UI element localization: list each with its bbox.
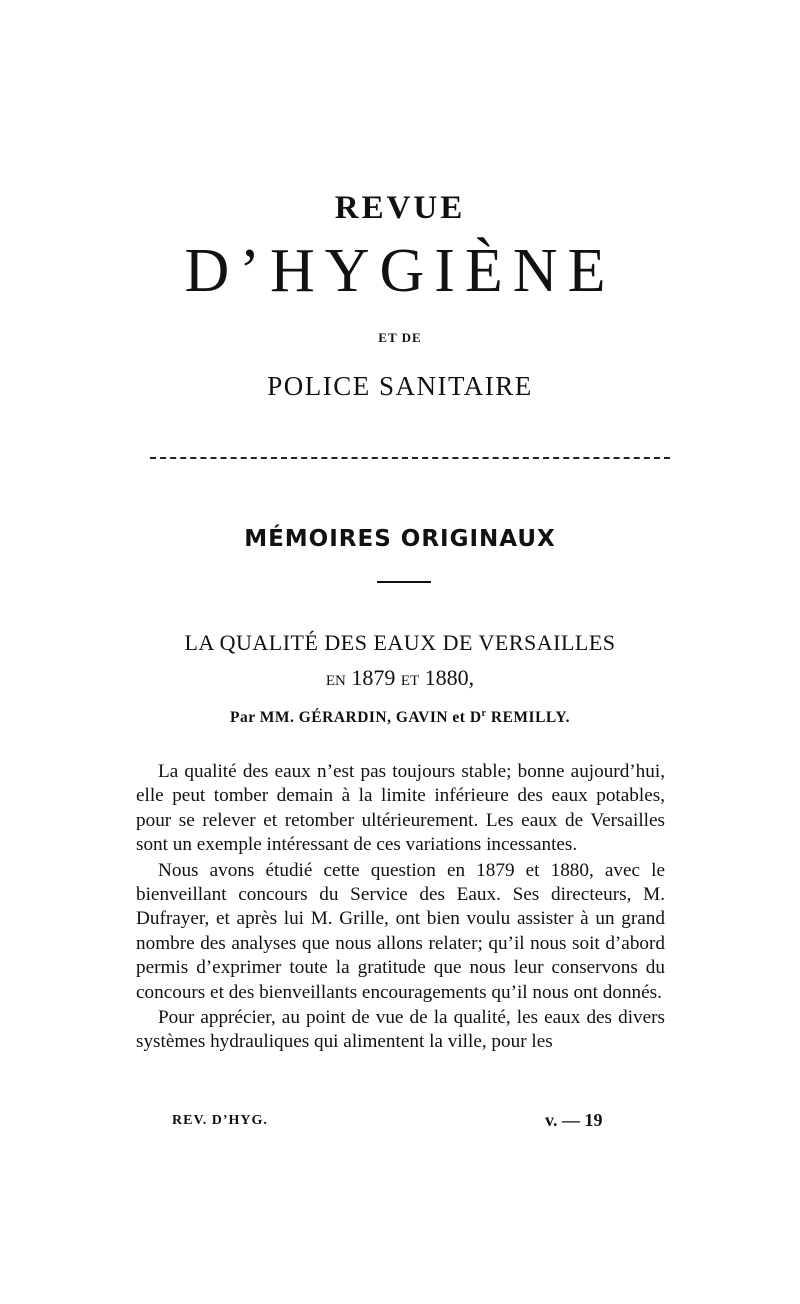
article-body <box>136 760 665 1055</box>
paragraph: La qualité des eaux n’est pas toujours stable; bonne aujourd’hui, elle peut tomber demain à la limite inférieure des eaux potables, pour se relever et retomber ultérieurement. Les eaux de Versailles sont un exemple intéressant de ces variations incessantes. <box>136 761 665 856</box>
footer-journal-abbrev: REV. D’HYG. <box>172 1113 268 1128</box>
article-authors <box>0 708 800 727</box>
article-title: LA QUALITÉ DES EAUX DE VERSAILLES <box>184 630 616 655</box>
authors-names: Par MM. GÉRARDIN, GAVIN et D <box>230 709 482 727</box>
masthead-divider <box>150 457 670 459</box>
section-heading: MÉMOIRES ORIGINAUX <box>244 526 556 552</box>
article-years-en: EN <box>325 673 346 689</box>
journal-title-revue: REVUE <box>334 190 466 226</box>
article-years-et: ET <box>400 673 420 689</box>
section-divider <box>377 581 431 583</box>
journal-title-hygiene: D’HYGIÈNE <box>184 237 616 305</box>
journal-title-police-sanitaire: POLICE SANITAIRE <box>267 371 533 401</box>
article-year-1880: 1880, <box>424 665 475 690</box>
authors-doctor-sup: r <box>481 708 487 719</box>
paragraph: Pour apprécier, au point de vue de la qualité, les eaux des divers systèmes hydrauliques qui alimentent la ville, pour les <box>136 1007 665 1053</box>
article-years <box>0 665 800 691</box>
journal-title-et-de: ET DE <box>378 330 422 345</box>
footer-signature: v. — 19 <box>545 1110 603 1130</box>
article-year-1879: 1879 <box>351 665 396 690</box>
paragraph: Nous avons étudié cette question en 1879 et 1880, avec le bienveillant concours du Service des Eaux. Ses directeurs, M. Dufrayer, et après lui M. Grille, ont bien voulu assister à un grand nombre des analyses que nous allons relater; qu’il nous soit d’abord permis d’exprimer toute la gratitude que nous leur conservons du concours et des bienveillants encouragements qu’il nous ont donnés. <box>136 859 665 1003</box>
authors-last-name: REMILLY. <box>486 709 570 727</box>
